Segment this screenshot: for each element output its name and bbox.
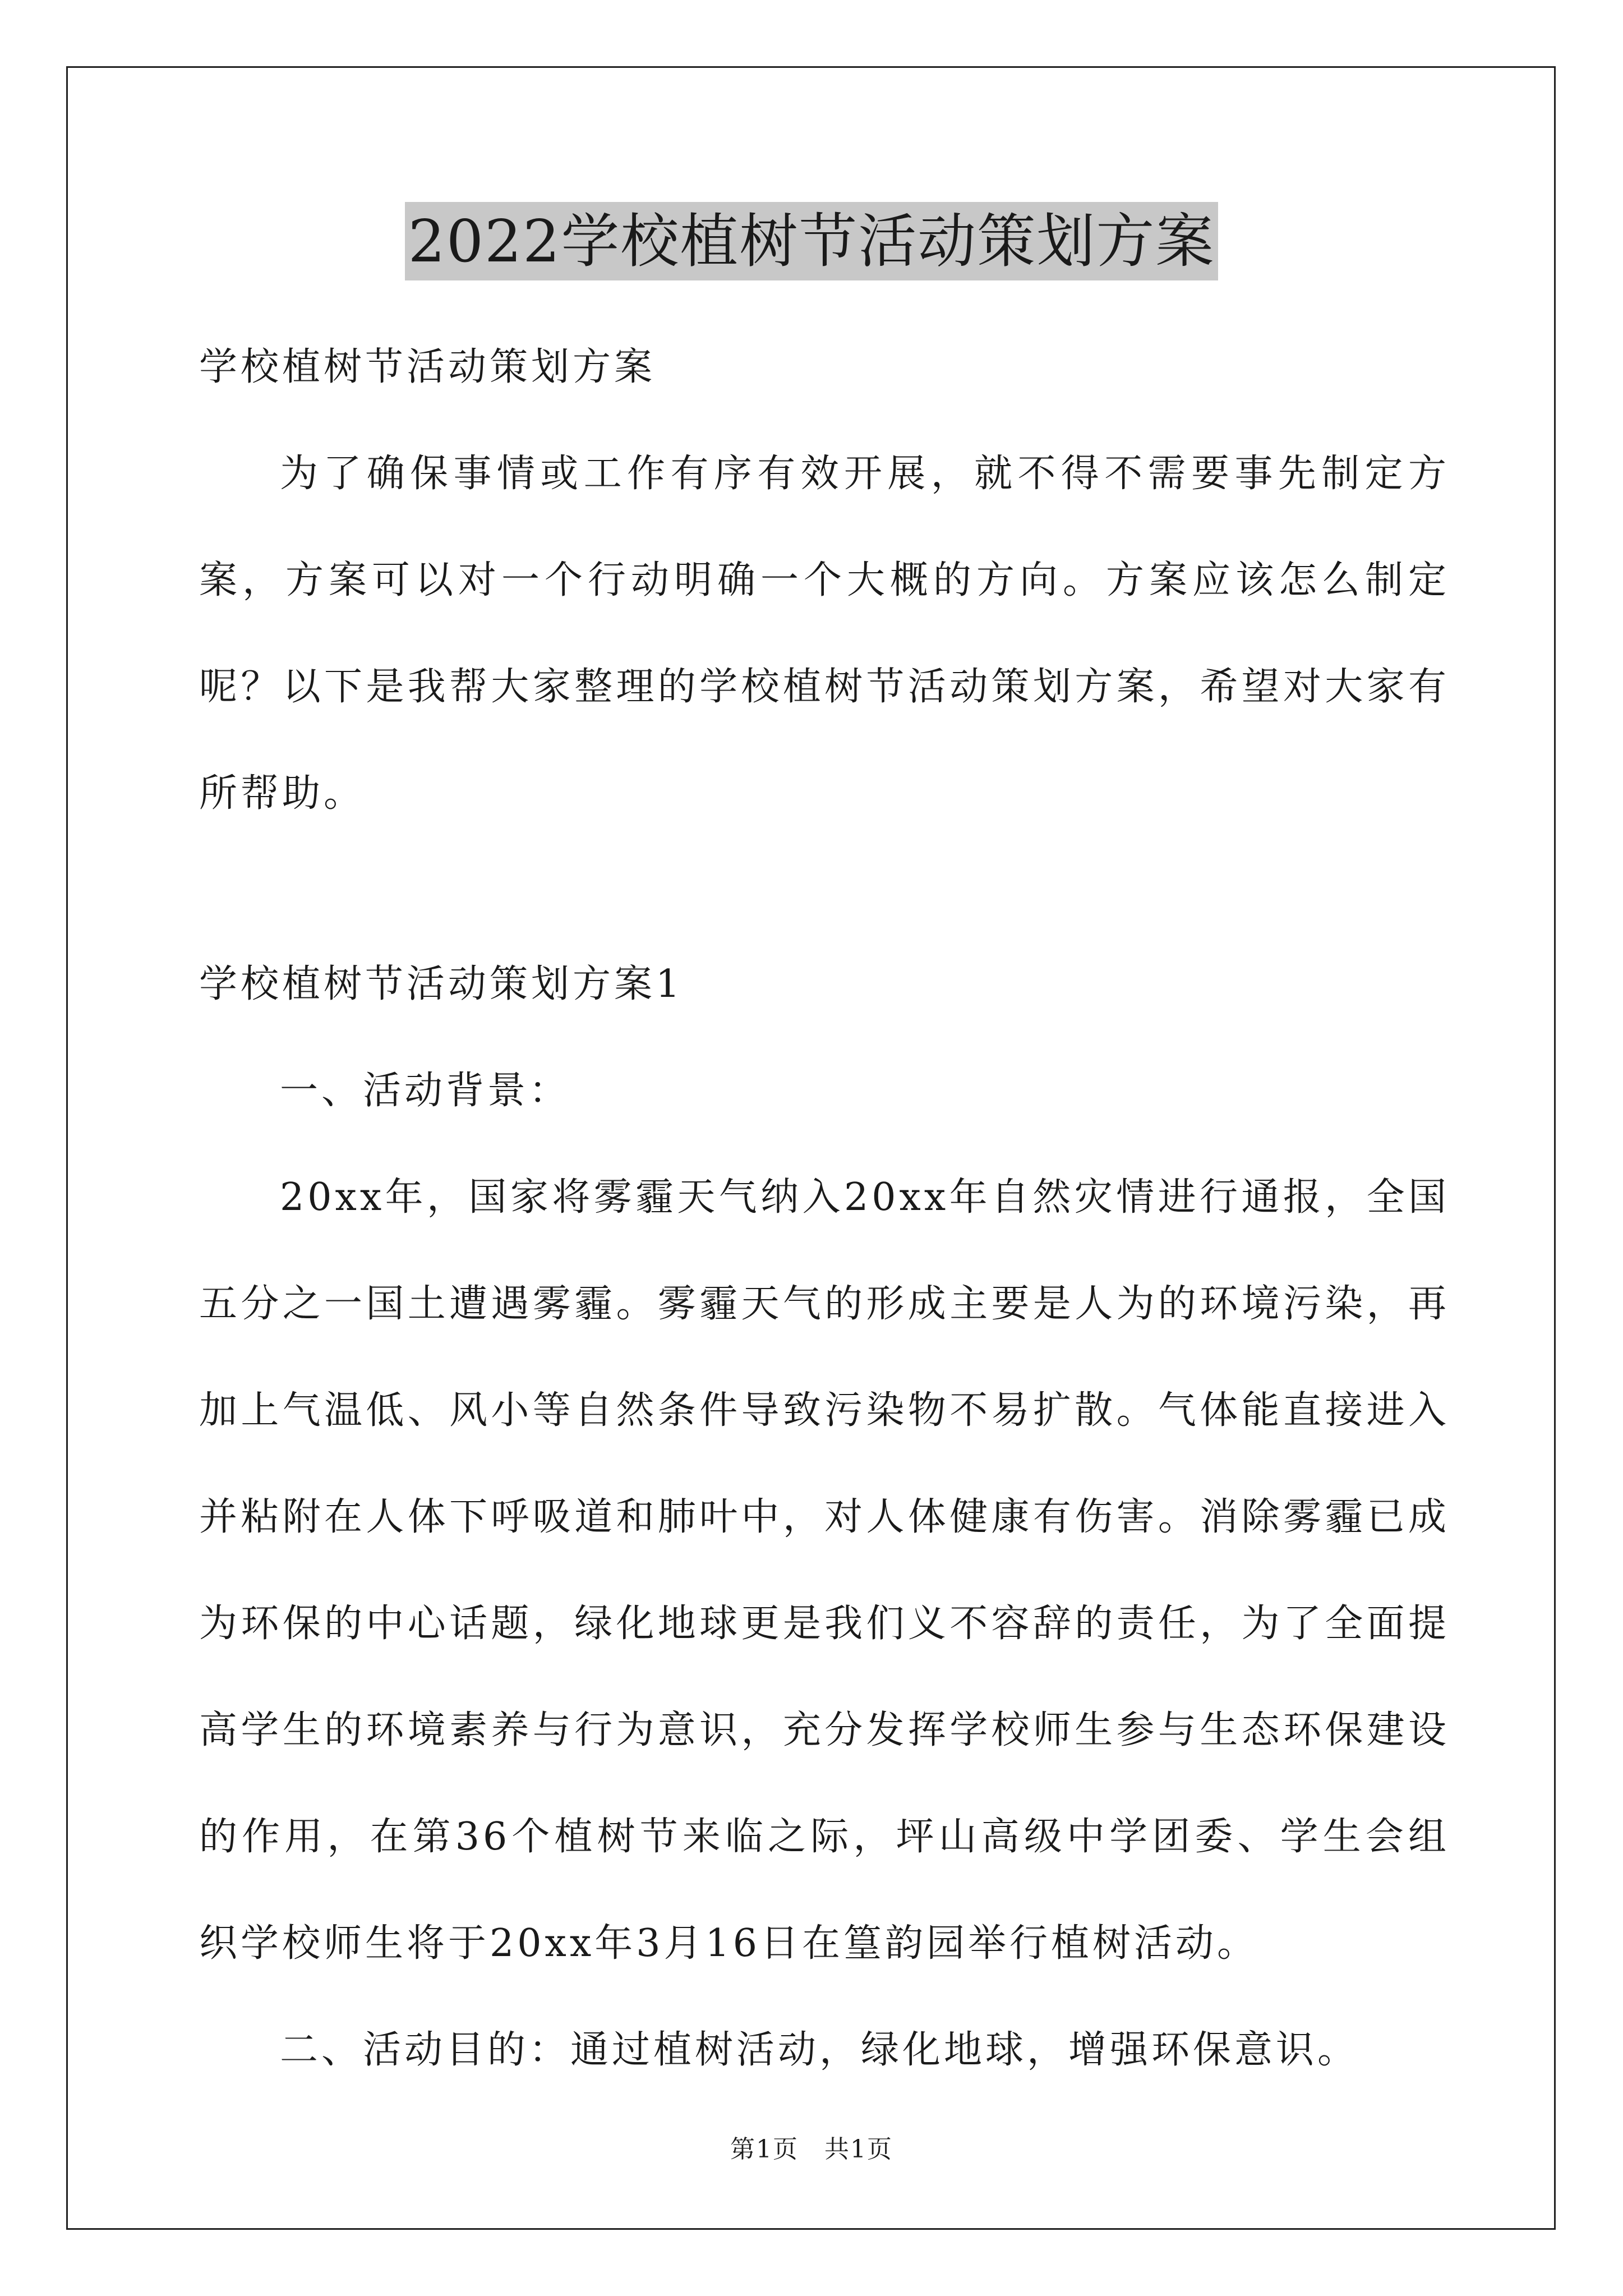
document-body (199, 314, 1450, 2104)
heading-purpose: 二、活动目的：通过植树活动，绿化地球，增强环保意识。 (280, 2028, 1359, 2072)
document-title: 2022学校植树节活动策划方案 (405, 202, 1219, 280)
background-paragraph: 20xx年，国家将雾霾天气纳入20xx年自然灾情进行通报，全国五分之一国土遭遇雾霾。雾霾天气的形成主要是人为的环境污染，再加上气温低、风小等自然条件导致污染物不易扩散。气体能直接进入并粘附在人体下呼吸道和肺叶中，对人体健康有伤害。消除雾霾已成为环保的中心话题，绿化地球更是我们义不容辞的责任，为了全面提高学生的环境素养与行为意识，充分发挥学校师生参与生态环保建设的作用，在第36个植树节来临之际，坪山高级中学团委、学生会组织学校师生将于20xx年3月16日在篁韵园举行植树活动。 (199, 1175, 1450, 1966)
page-footer: 第1页 共1页 (730, 2135, 893, 2164)
intro-paragraph: 为了确保事情或工作有序有效开展，就不得不需要事先制定方案，方案可以对一个行动明确一个大概的方向。方案应该怎么制定呢？以下是我帮大家整理的学校植树节活动策划方案，希望对大家有所帮助。 (199, 452, 1450, 816)
section-title: 学校植树节活动策划方案1 (199, 962, 684, 1006)
section-gap (199, 847, 1450, 931)
document-subtitle: 学校植树节活动策划方案 (199, 345, 656, 389)
heading-background: 一、活动背景： (280, 1069, 571, 1113)
title-container (0, 202, 1623, 280)
